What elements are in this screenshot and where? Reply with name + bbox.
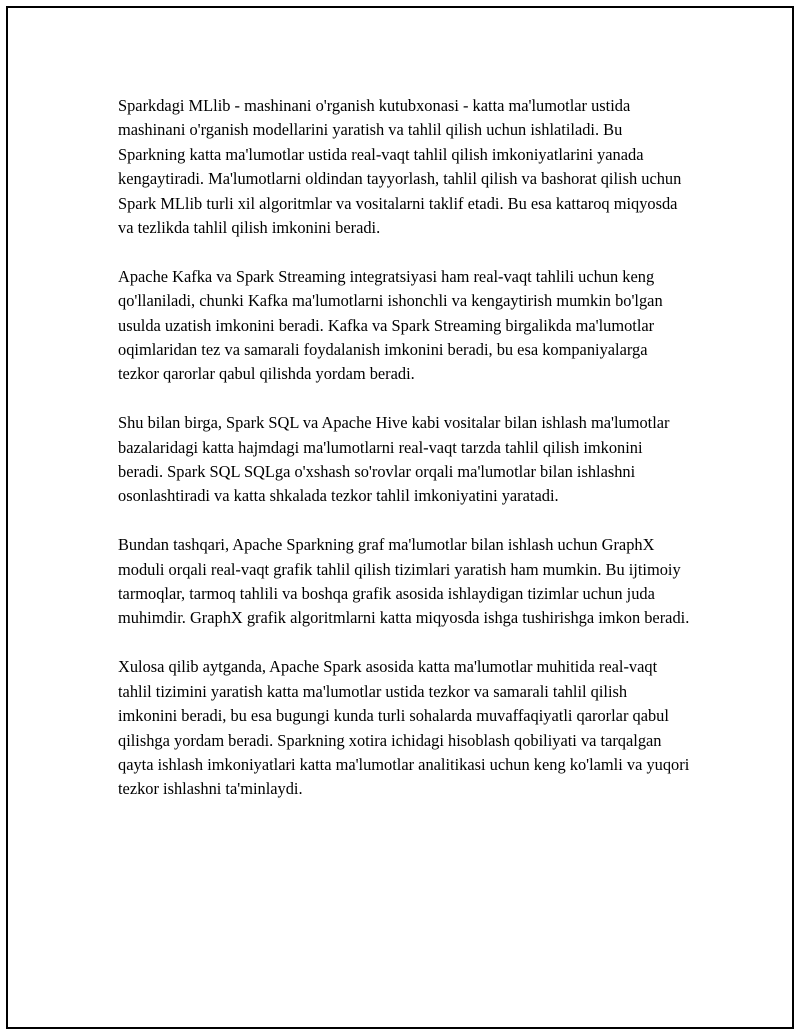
paragraph-mllib: Sparkdagi MLlib - mashinani o'rganish kutubxonasi - katta ma'lumotlar ustida mashinani o'rganish modellarini yaratish va tahlil qilish uchun ishlatiladi. Bu Sparkning katta ma'lumotlar ustida real-vaqt tahlil qilish imkoniyatlarini yanada kengaytiradi. Ma'lumotlarni oldindan tayyorlash, tahlil qilish va bashorat qilish uchun Spark MLlib turli xil algoritmlar va vositalarni taklif etadi. Bu esa kattaroq miqyosda va tezlikda tahlil qilish imkonini beradi. [118,96,682,238]
paragraph-graphx: Bundan tashqari, Apache Sparkning graf ma'lumotlar bilan ishlash uchun GraphX moduli orqali real-vaqt grafik tahlil qilish tizimlari yaratish ham mumkin. Bu ijtimoiy tarmoqlar, tarmoq tahlili va boshqa grafik asosida ishlaydigan tizimlar uchun juda muhimdir. GraphX grafik algoritmlarni katta miqyosda ishga tushirishga imkon beradi. [118,535,690,628]
paragraph-kafka-streaming: Apache Kafka va Spark Streaming integratsiyasi ham real-vaqt tahlili uchun keng qo'llaniladi, chunki Kafka ma'lumotlarni ishonchli va kengaytirish mumkin bo'lgan usulda uzatish imkonini beradi. Kafka va Spark Streaming birgalikda ma'lumotlar oqimlaridan tez va samarali foydalanish imkonini beradi, bu esa kompaniyalarga tezkor qarorlar qabul qilishda yordam beradi. [118,266,663,384]
document-body [118,94,690,826]
paragraph-spark-sql-hive: Shu bilan birga, Spark SQL va Apache Hive kabi vositalar bilan ishlash ma'lumotlar bazalaridagi katta hajmdagi ma'lumotlarni real-vaqt tarzda tahlil qilish imkonini beradi. Spark SQL SQLga o'xshash so'rovlar orqali ma'lumotlar bilan ishlashni osonlashtiradi va katta shkalada tezkor tahlil imkoniyatini yaratadi. [118,413,670,506]
paragraph-conclusion: Xulosa qilib aytganda, Apache Spark asosida katta ma'lumotlar muhitida real-vaqt tahlil tizimini yaratish katta ma'lumotlar ustida tezkor va samarali tahlil qilish imkonini beradi, bu esa bugungi kunda turli sohalarda muvaffaqiyatli qarorlar qabul qilishga yordam beradi. Sparkning xotira ichidagi hisoblash qobiliyati va tarqalgan qayta ishlash imkoniyatlari katta ma'lumotlar analitikasi uchun keng ko'lamli va yuqori tezkor ishlashni ta'minlaydi. [118,657,690,799]
